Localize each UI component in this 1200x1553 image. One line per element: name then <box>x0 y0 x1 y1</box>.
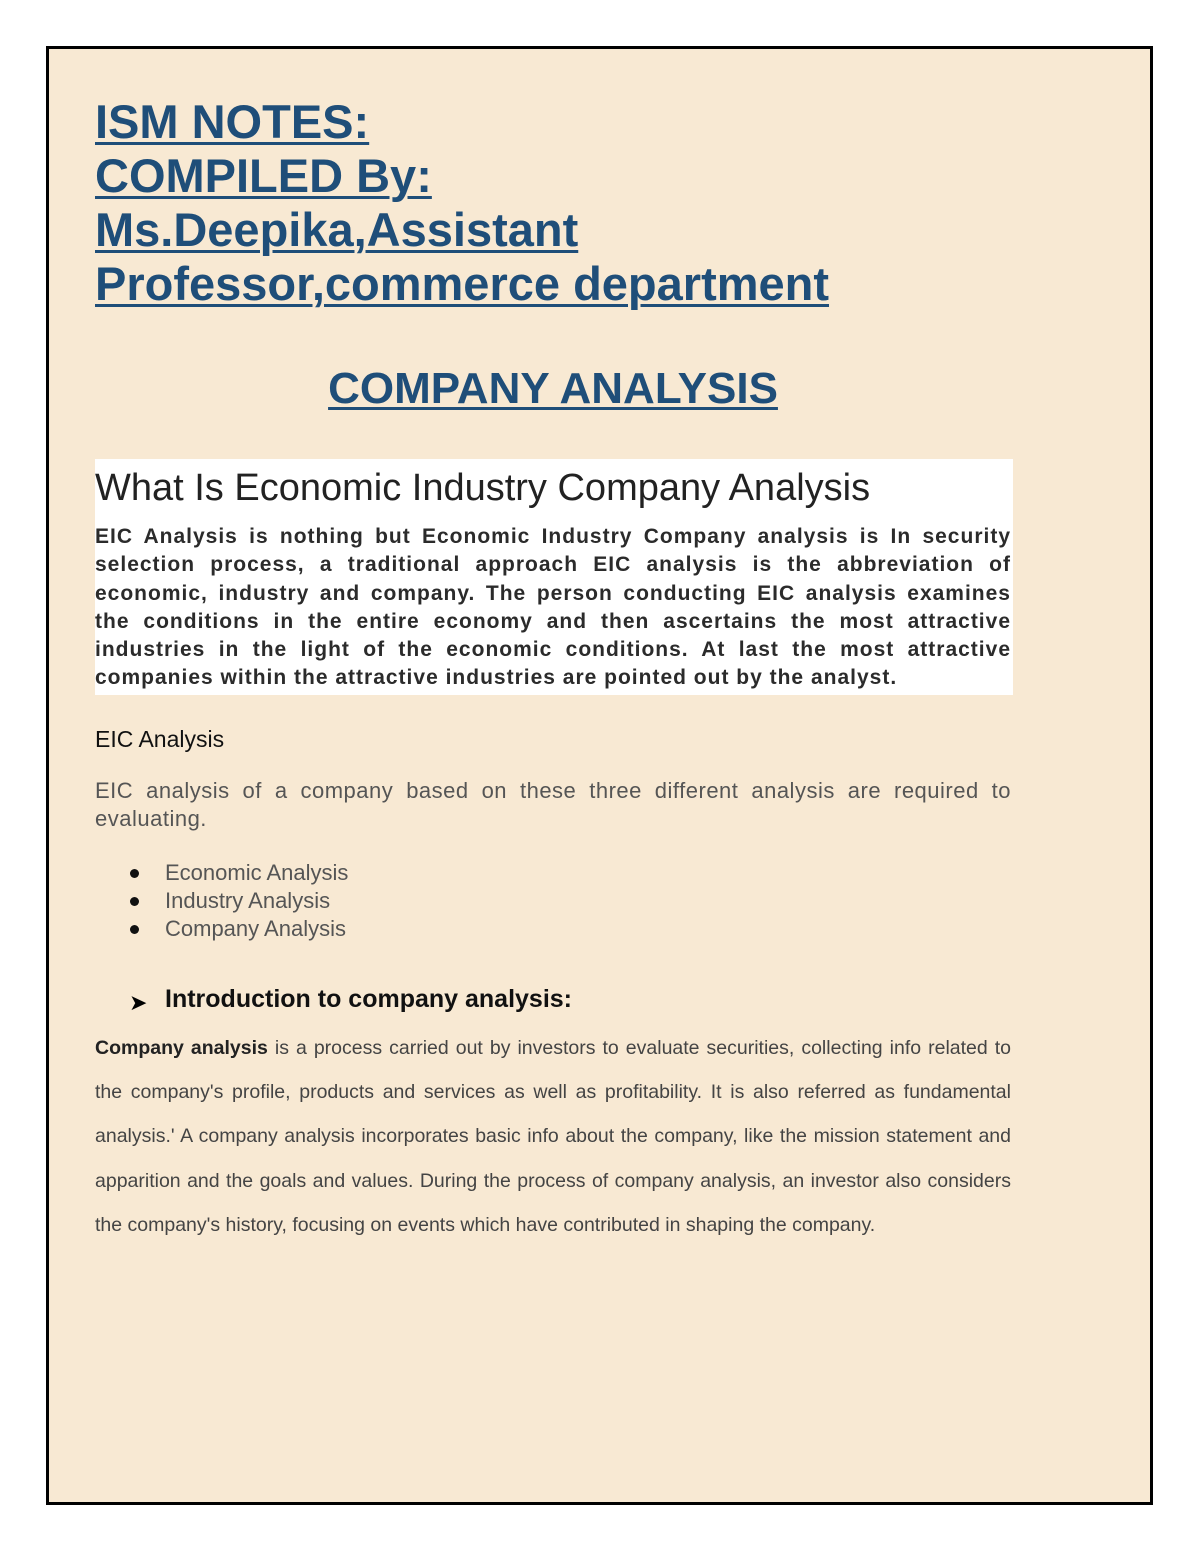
bullet-icon <box>130 869 139 878</box>
eic-analysis-intro: EIC analysis of a company based on these three different analysis are required to evaluating. <box>95 777 1011 831</box>
intro-company-analysis-paragraph <box>95 1026 1011 1247</box>
list-item-label: Company Analysis <box>165 916 346 942</box>
bullet-icon <box>130 897 139 906</box>
title-line-ism-notes: ISM NOTES: <box>95 95 370 148</box>
list-item <box>95 859 1011 887</box>
eic-definition-heading: What Is Economic Industry Company Analysis <box>95 467 871 509</box>
document-content <box>95 95 1011 1247</box>
bullet-icon <box>130 925 139 934</box>
title-line-compiled-by: COMPILED By: <box>95 149 432 202</box>
eic-analysis-subheading: EIC Analysis <box>95 725 225 752</box>
list-item <box>95 915 1011 943</box>
list-item-label: Economic Analysis <box>165 859 349 885</box>
arrow-right-icon: ➤ <box>129 989 148 1015</box>
intro-bold-lead: Company analysis <box>95 1036 268 1059</box>
main-heading: COMPANY ANALYSIS <box>328 364 778 413</box>
eic-analysis-list <box>95 859 1011 944</box>
list-item <box>95 887 1011 915</box>
document-title-block <box>95 95 1011 311</box>
intro-body-text: is a process carried out by investors to evaluate securities, collecting info related to the company's profile, products and services as well as profitability. It is also referred as fundamental analysis.' A company analysis incorporates basic info about the company, like the mission statement and apparition and the goals and values. During the process of company analysis, an investor also considers the company's history, focusing on events which have contributed in shaping the company. <box>95 1036 1012 1236</box>
eic-definition-box <box>95 459 1013 695</box>
eic-definition-paragraph: EIC Analysis is nothing but Economic Industry Company analysis is In security selection process, a traditional approach EIC analysis is the abbreviation of economic, industry and company. The person conducting EIC analysis examines the conditions in the entire economy and then ascertains the most attractive industries in the light of the economic conditions. At last the most attractive companies within the attractive industries are pointed out by the analyst. <box>95 525 1011 690</box>
list-item-label: Industry Analysis <box>165 888 331 914</box>
title-line-department: Professor,commerce department <box>95 257 830 310</box>
intro-company-analysis-heading <box>95 982 1011 1016</box>
title-line-author: Ms.Deepika,Assistant <box>95 203 579 256</box>
intro-heading-text: Introduction to company analysis: <box>165 984 572 1013</box>
